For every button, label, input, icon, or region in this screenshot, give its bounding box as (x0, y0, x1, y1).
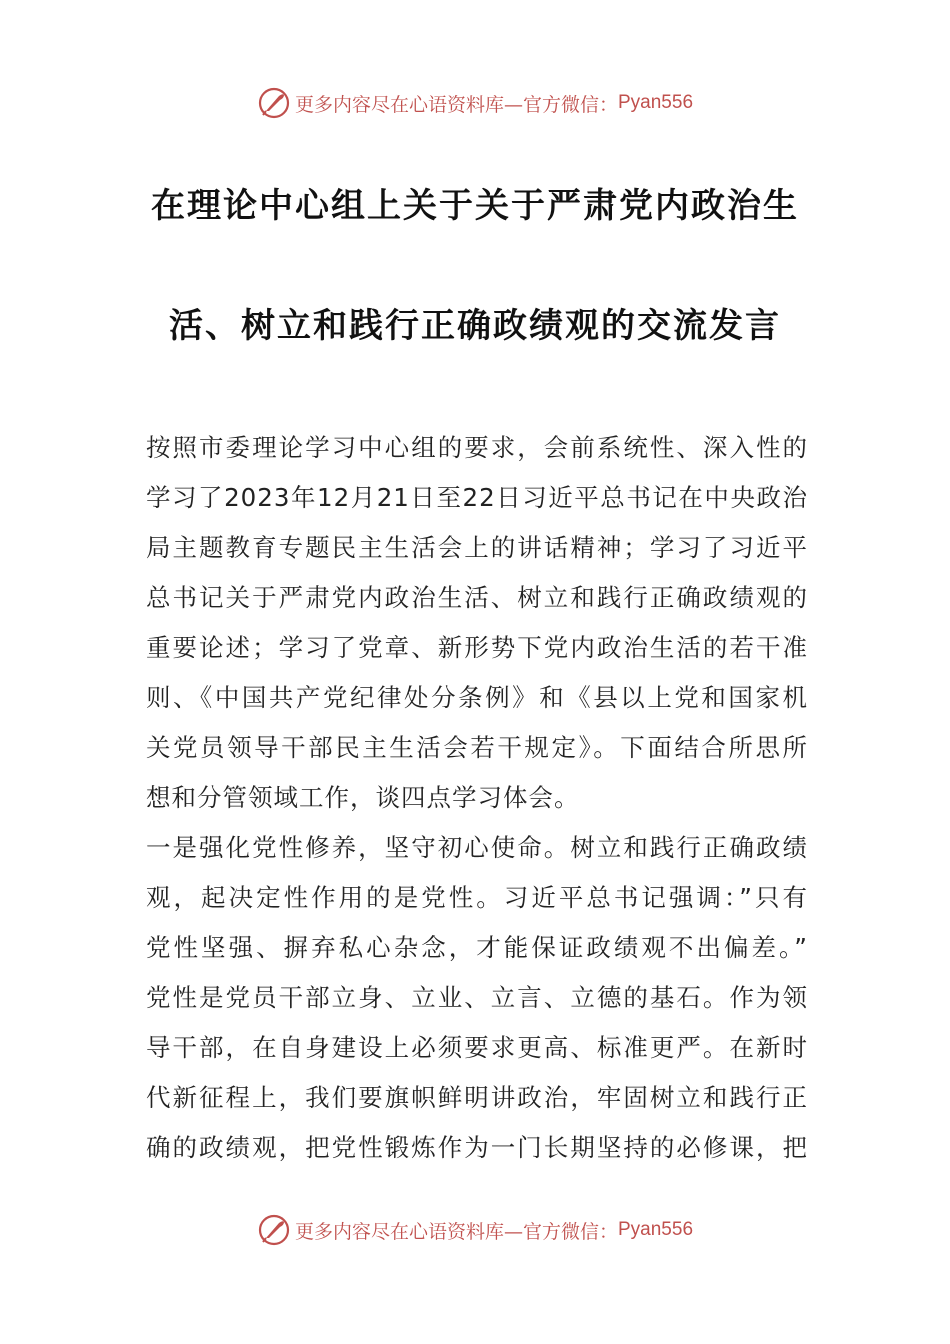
watermark-wechat-id: Pyan556 (618, 1219, 694, 1240)
watermark-banner-top (0, 83, 950, 123)
body-line: 确的政绩观，把党性锻炼作为一门长期坚持的必修课，把 (146, 1133, 808, 1162)
body-line: 党性是党员干部立身、立业、立言、立德的基石。作为领 (146, 983, 808, 1012)
watermark-banner-bottom (0, 1210, 950, 1250)
body-line: 导干部，在自身建设上必须要求更高、标准更严。在新时 (146, 1033, 808, 1062)
body-line: 党性坚强、摒弃私心杂念，才能保证政绩观不出偏差。” (146, 933, 808, 962)
quill-logo-icon (257, 1213, 291, 1247)
watermark-wechat-id: Pyan556 (618, 92, 694, 113)
body-line: 观，起决定性作用的是党性。习近平总书记强调：”只有 (146, 883, 808, 912)
document-title-line-1: 在理论中心组上关于关于严肃党内政治生 (151, 186, 799, 226)
watermark-text: 更多内容尽在心语资料库—官方微信： (294, 93, 618, 116)
watermark-text: 更多内容尽在心语资料库—官方微信： (294, 1220, 618, 1243)
body-line: 一是强化党性修养，坚守初心使命。树立和践行正确政绩 (146, 833, 808, 862)
body-line: 想和分管领域工作，谈四点学习体会。 (146, 783, 580, 812)
body-line: 则、《中国共产党纪律处分条例》和《县以上党和国家机 (146, 683, 808, 712)
body-line: 关党员领导干部民主生活会若干规定》。下面结合所思所 (146, 733, 808, 762)
body-line: 重要论述；学习了党章、新形势下党内政治生活的若干准 (146, 633, 808, 662)
body-line: 学习了2023年12月21日至22日习近平总书记在中央政治 (146, 483, 808, 512)
quill-logo-icon (257, 86, 291, 120)
document-title-line-2: 活、树立和践行正确政绩观的交流发言 (169, 306, 781, 346)
body-line: 局主题教育专题民主生活会上的讲话精神；学习了习近平 (146, 533, 808, 562)
body-line: 总书记关于严肃党内政治生活、树立和践行正确政绩观的 (146, 583, 808, 612)
body-line: 代新征程上，我们要旗帜鲜明讲政治，牢固树立和践行正 (146, 1083, 808, 1112)
body-line: 按照市委理论学习中心组的要求，会前系统性、深入性的 (146, 433, 808, 462)
